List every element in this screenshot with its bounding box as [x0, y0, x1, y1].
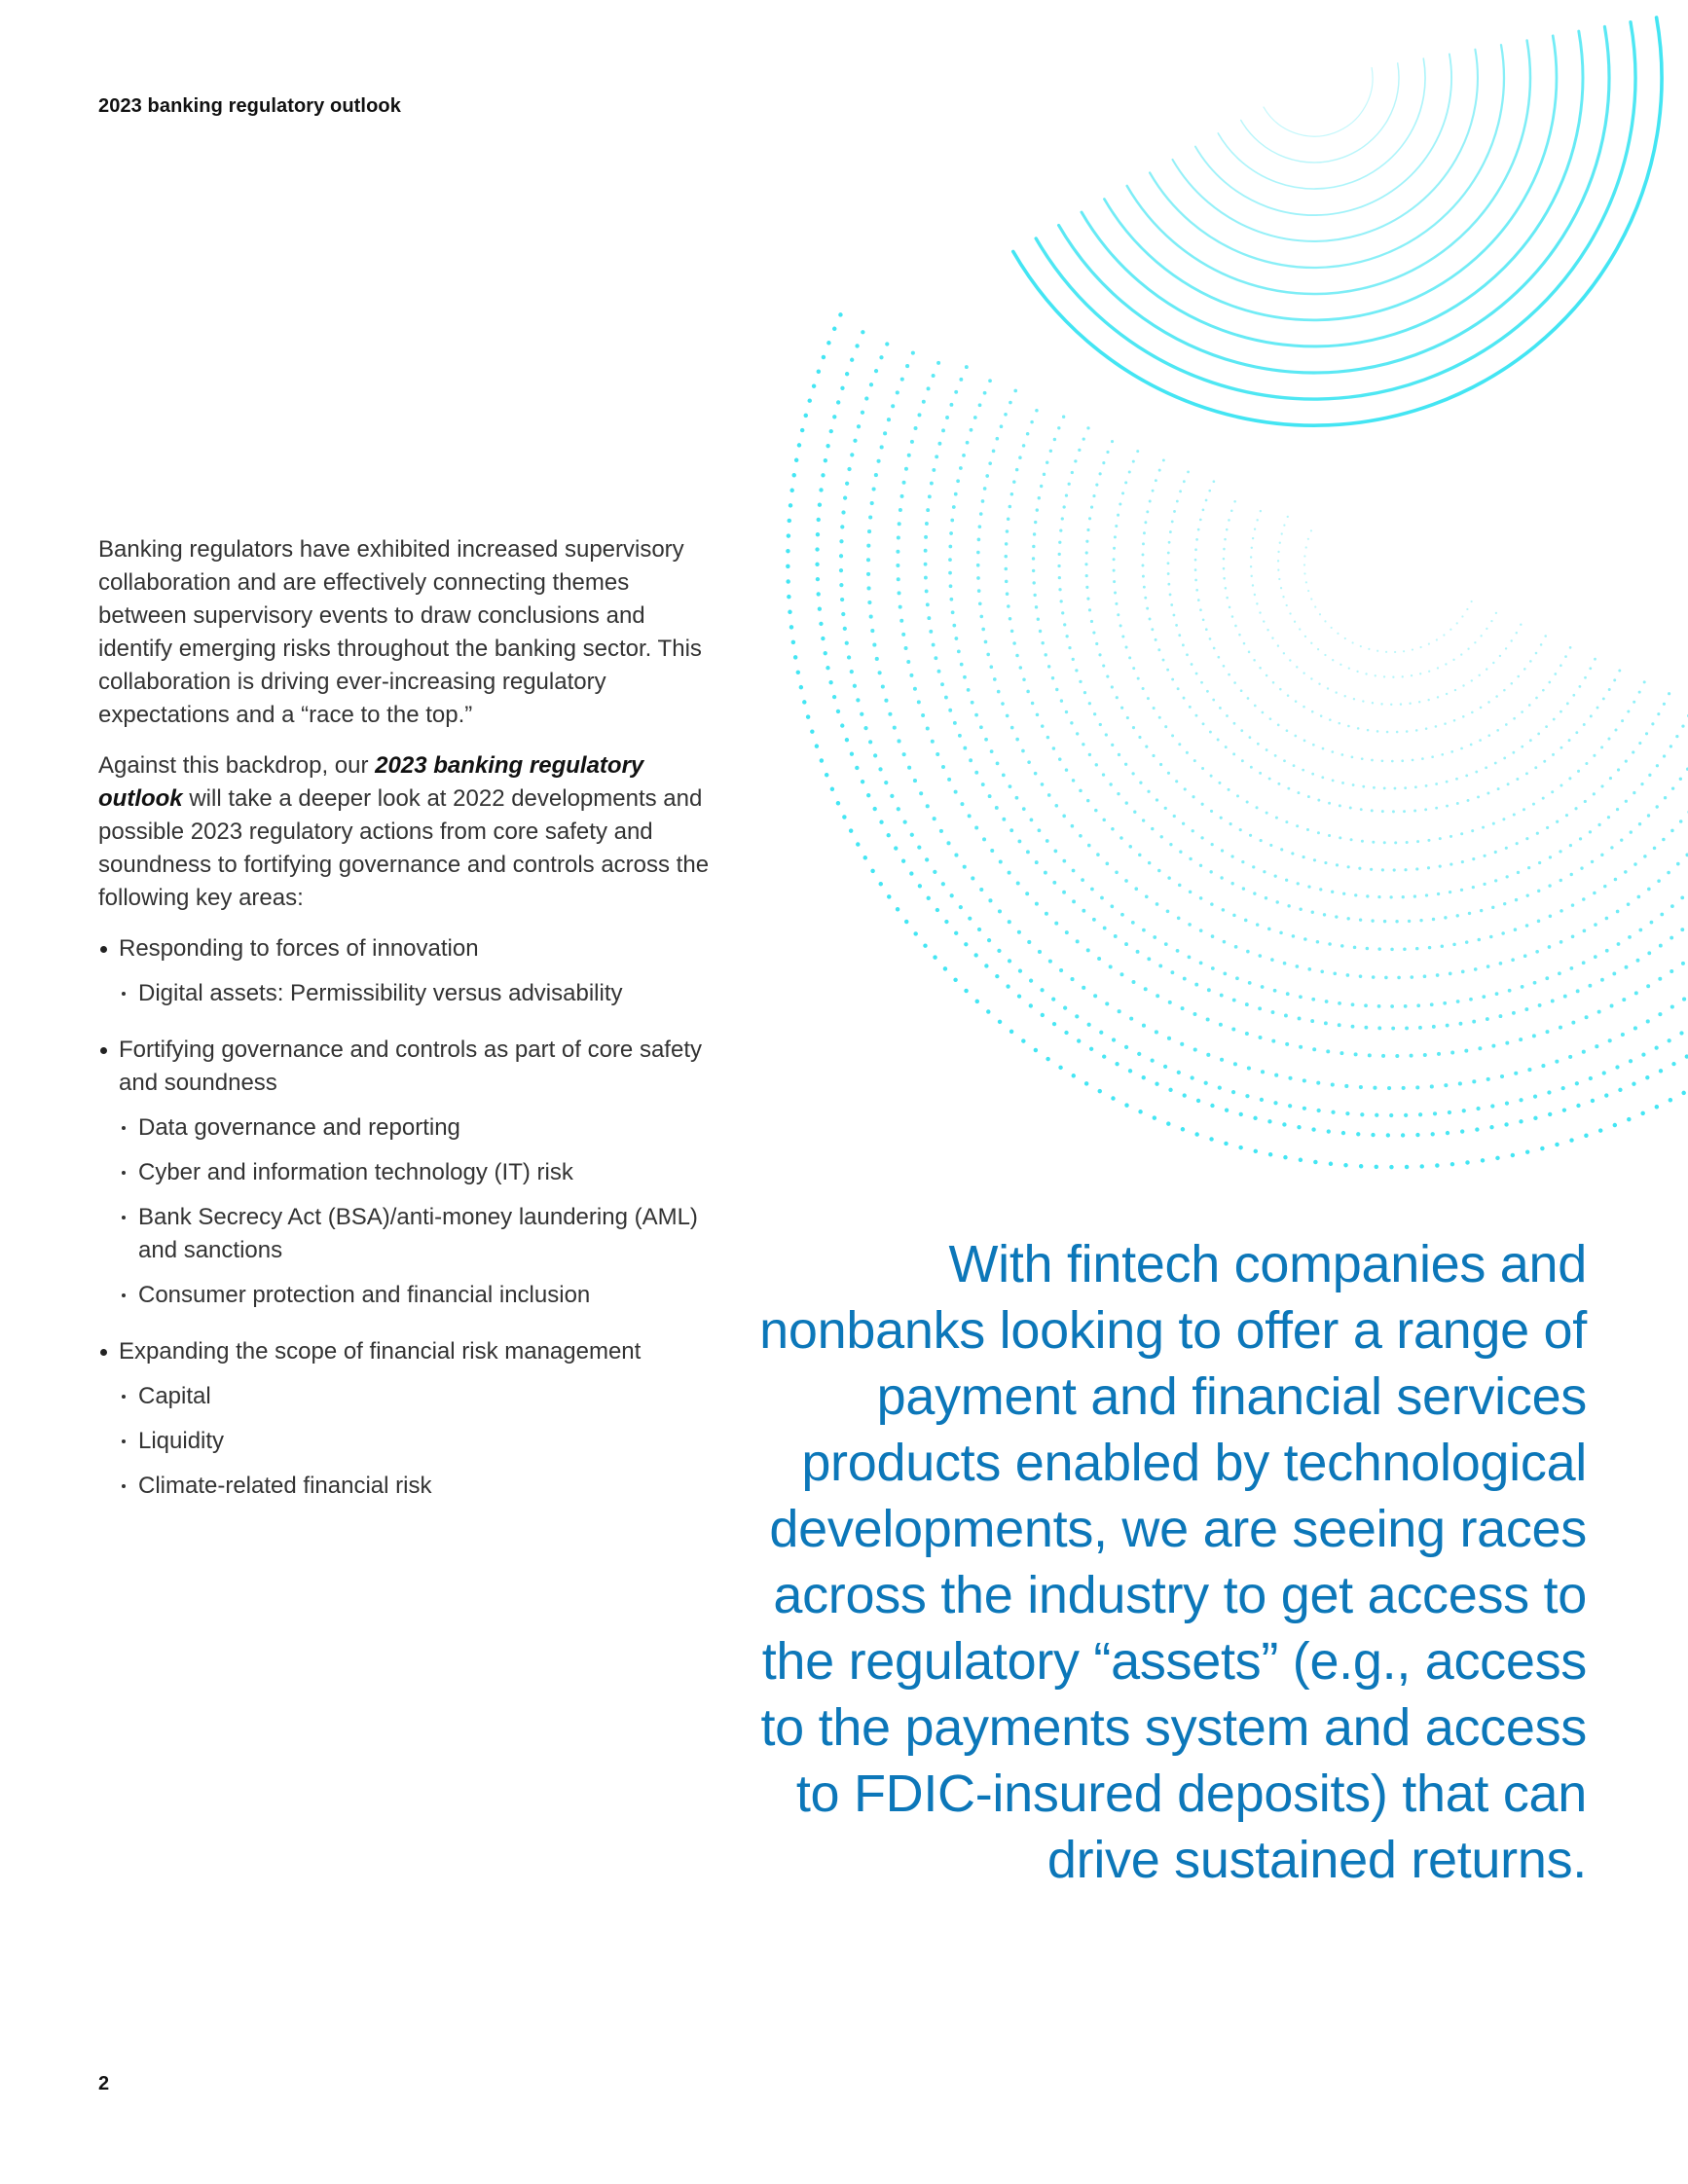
key-area-item: [98, 1034, 721, 1312]
key-area-item: [98, 1335, 721, 1503]
key-area-subitem: Data governance and reporting: [119, 1111, 721, 1145]
decor-dotted-ring: [1251, 504, 1521, 705]
decor-dotted-ring: [1224, 493, 1546, 733]
decor-solid-ring: [1241, 63, 1399, 163]
page-header-title: 2023 banking regulatory outlook: [98, 95, 401, 117]
decor-dotted-ring: [1086, 435, 1670, 870]
decor-dotted-ring: [841, 332, 1688, 1115]
intro-paragraph-2-tail: will take a deeper look at 2022 developments and possible 2023 regulatory actions from core safety and soundness to fortifying governance and controls across the following key areas:: [98, 785, 710, 911]
key-area-subitem: Climate-related financial risk: [119, 1470, 721, 1503]
decor-solid-ring: [1127, 41, 1530, 295]
decor-dotted-ring: [1114, 447, 1644, 843]
decor-solid-ring: [1173, 50, 1478, 241]
decor-dotted-ring: [1168, 470, 1596, 788]
decor-solid-ring: [1218, 58, 1425, 189]
key-areas-list: [98, 932, 721, 1503]
decor-dotted-ring: [788, 309, 1688, 1167]
intro-paragraph-1: Banking regulators have exhibited increased supervisory collaboration and are effectively connecting themes between supervisory events to draw conclusions and identify emerging risks throughout the banking sector. This collaboration is driving ever-increasing regulatory expectations and a “race to the top.”: [98, 536, 702, 728]
key-area-label: Expanding the scope of financial risk management: [119, 1338, 642, 1365]
key-area-subitem: Cyber and information technology (IT) risk: [119, 1156, 721, 1189]
decor-dotted-ring: [817, 320, 1688, 1136]
decor-dotted-ring: [868, 344, 1688, 1088]
decor-solid-ring: [1264, 68, 1373, 137]
pull-quote: With fintech companies and nonbanks looking to offer a range of payment and financial services products enabled by technological developments, we are seeing races across the industry to get access to the regulatory “assets” (e.g., access to the payments system and access to FDIC-insured deposits) that can drive sustained returns.: [759, 1235, 1587, 1889]
page-number: 2: [98, 2073, 110, 2094]
decor-solid-ring: [1059, 26, 1609, 373]
decor-dotted-ring: [1006, 401, 1688, 950]
decor-solid-ring: [1036, 22, 1635, 399]
decor-dotted-ring: [1195, 482, 1570, 761]
key-area-sublist: [119, 977, 721, 1010]
key-area-label: Fortifying governance and controls as part of core safety and soundness: [119, 1037, 702, 1096]
decor-dotted-ring: [1304, 528, 1472, 652]
key-area-subitem: Digital assets: Permissibility versus advisability: [119, 977, 721, 1010]
decor-solid-ring: [1195, 55, 1451, 216]
intro-paragraph-2-emphasis: 2023 banking regulatory outlook: [98, 752, 644, 812]
decor-dotted-ring: [978, 389, 1688, 977]
decor-dotted-ring: [1278, 516, 1496, 677]
key-area-subitem: Consumer protection and financial inclusion: [119, 1279, 721, 1312]
decor-solid-ring: [1013, 18, 1662, 425]
key-area-item: [98, 932, 721, 1010]
decor-dotted-ring: [1059, 424, 1688, 897]
key-area-subitem: Capital: [119, 1380, 721, 1413]
decor-solid-ring: [1082, 31, 1583, 346]
decor-dotted-ring: [926, 366, 1688, 1028]
decor-dotted-ring: [950, 378, 1688, 1006]
decor-solid-ring: [1104, 36, 1557, 320]
decor-dotted-ring: [898, 355, 1688, 1056]
decor-dotted-ring: [1034, 413, 1688, 922]
intro-paragraph-2-lead: Against this backdrop, our: [98, 752, 376, 779]
intro-paragraph-2: [98, 749, 721, 915]
key-area-sublist: [119, 1111, 721, 1312]
key-area-subitem: Liquidity: [119, 1425, 721, 1458]
key-area-subitem: Bank Secrecy Act (BSA)/anti-money laundering (AML) and sanctions: [119, 1201, 721, 1267]
body-text-column: [98, 533, 721, 1526]
key-area-label: Responding to forces of innovation: [119, 935, 479, 962]
key-area-sublist: [119, 1380, 721, 1503]
decor-dotted-ring: [1143, 458, 1620, 812]
decor-solid-ring: [1150, 45, 1504, 268]
